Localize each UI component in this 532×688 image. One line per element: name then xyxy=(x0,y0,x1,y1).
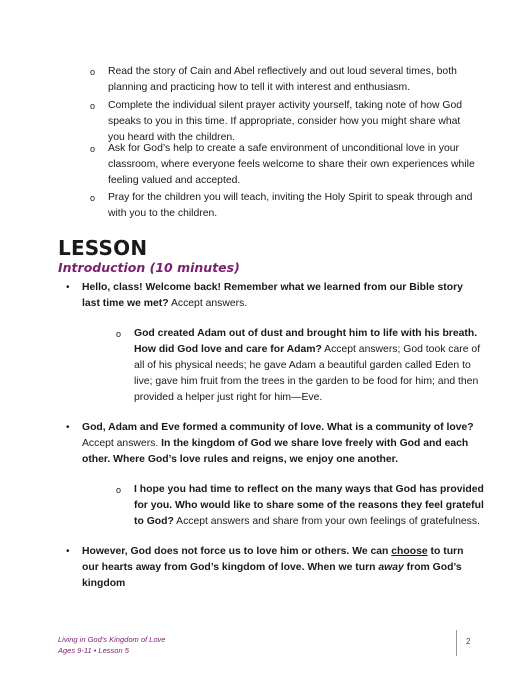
circle-bullet: o xyxy=(90,144,96,154)
italic-word: away xyxy=(378,562,404,573)
circle-bullet: o xyxy=(90,67,96,77)
footer-title xyxy=(58,634,165,656)
prep-item-text: Complete the individual silent prayer activity yourself, taking note of how God speaks to you in this time. If appropriate, consider how you might share what you heard with the children. xyxy=(108,100,463,143)
bold-text: God created Adam out of dust and brought him to life with his breath. How did God love and care for Adam? xyxy=(134,328,478,355)
bullet-icon: • xyxy=(66,422,70,433)
bullet-item-1 xyxy=(66,280,482,312)
prep-item-1 xyxy=(90,64,478,96)
bullet-icon: • xyxy=(66,546,70,557)
bullet-item-2 xyxy=(66,420,482,468)
prep-item-text: Ask for God’s help to create a safe environment of unconditional love in your classroom, where everyone feels welcome to share their own experiences while feeling valued and accepted. xyxy=(108,143,475,186)
prep-item-4 xyxy=(90,190,478,222)
bold-text: In the kingdom of God we share love freely with God and each other. Where God’s love rules and reigns, we enjoy one another. xyxy=(82,438,469,465)
prep-item-3 xyxy=(90,141,478,189)
bold-text: Hello, class! Welcome back! Remember what we learned from our Bible story last time we met? xyxy=(82,282,463,309)
footer-line-2: Ages 9-11 • Lesson 5 xyxy=(58,646,129,655)
bullet-item-3 xyxy=(66,544,482,592)
sub-item-1 xyxy=(116,326,484,406)
bold-text: God, Adam and Eve formed a community of love. What is a community of love? xyxy=(82,422,474,433)
prep-item-2 xyxy=(90,98,478,146)
bullet-icon: • xyxy=(66,282,70,293)
plain-text: Accept answers. xyxy=(168,298,248,309)
plain-text: Accept answers and share from your own feelings of gratefulness. xyxy=(173,516,480,527)
footer-divider xyxy=(456,630,457,656)
circle-bullet: o xyxy=(116,485,122,495)
footer-line-1: Living in God’s Kingdom of Love xyxy=(58,635,166,644)
bold-text: However, God does not force us to love him or others. We can choose to turn our hearts away from God’s kingdom of love. When we turn away from God’s kingdom xyxy=(82,546,464,589)
bold-text: I hope you had time to reflect on the many ways that God has provided for you. Who would like to share some of the reasons they feel grateful to God? xyxy=(134,484,484,527)
underlined-word: choose xyxy=(391,546,428,557)
section-subheading: Introduction (10 minutes) xyxy=(58,260,240,275)
circle-bullet: o xyxy=(90,101,96,111)
prep-item-text: Read the story of Cain and Abel reflectively and out loud several times, both planning and practicing how to tell it with interest and enthusiasm. xyxy=(108,66,457,93)
section-heading: LESSON xyxy=(58,236,148,260)
circle-bullet: o xyxy=(116,329,122,339)
prep-item-text: Pray for the children you will teach, inviting the Holy Spirit to speak through and with you to the children. xyxy=(108,192,473,219)
plain-text: Accept answers. xyxy=(82,438,159,449)
page-number: 2 xyxy=(466,637,471,646)
plain-text: Accept answers; God took care of all of his physical needs; he gave Adam a beautiful garden called Eden to live; gave him fruit from the trees in the garden to be food for him; and then provided a helper just right for him—Eve. xyxy=(134,344,481,403)
circle-bullet: o xyxy=(90,193,96,203)
sub-item-2 xyxy=(116,482,484,530)
